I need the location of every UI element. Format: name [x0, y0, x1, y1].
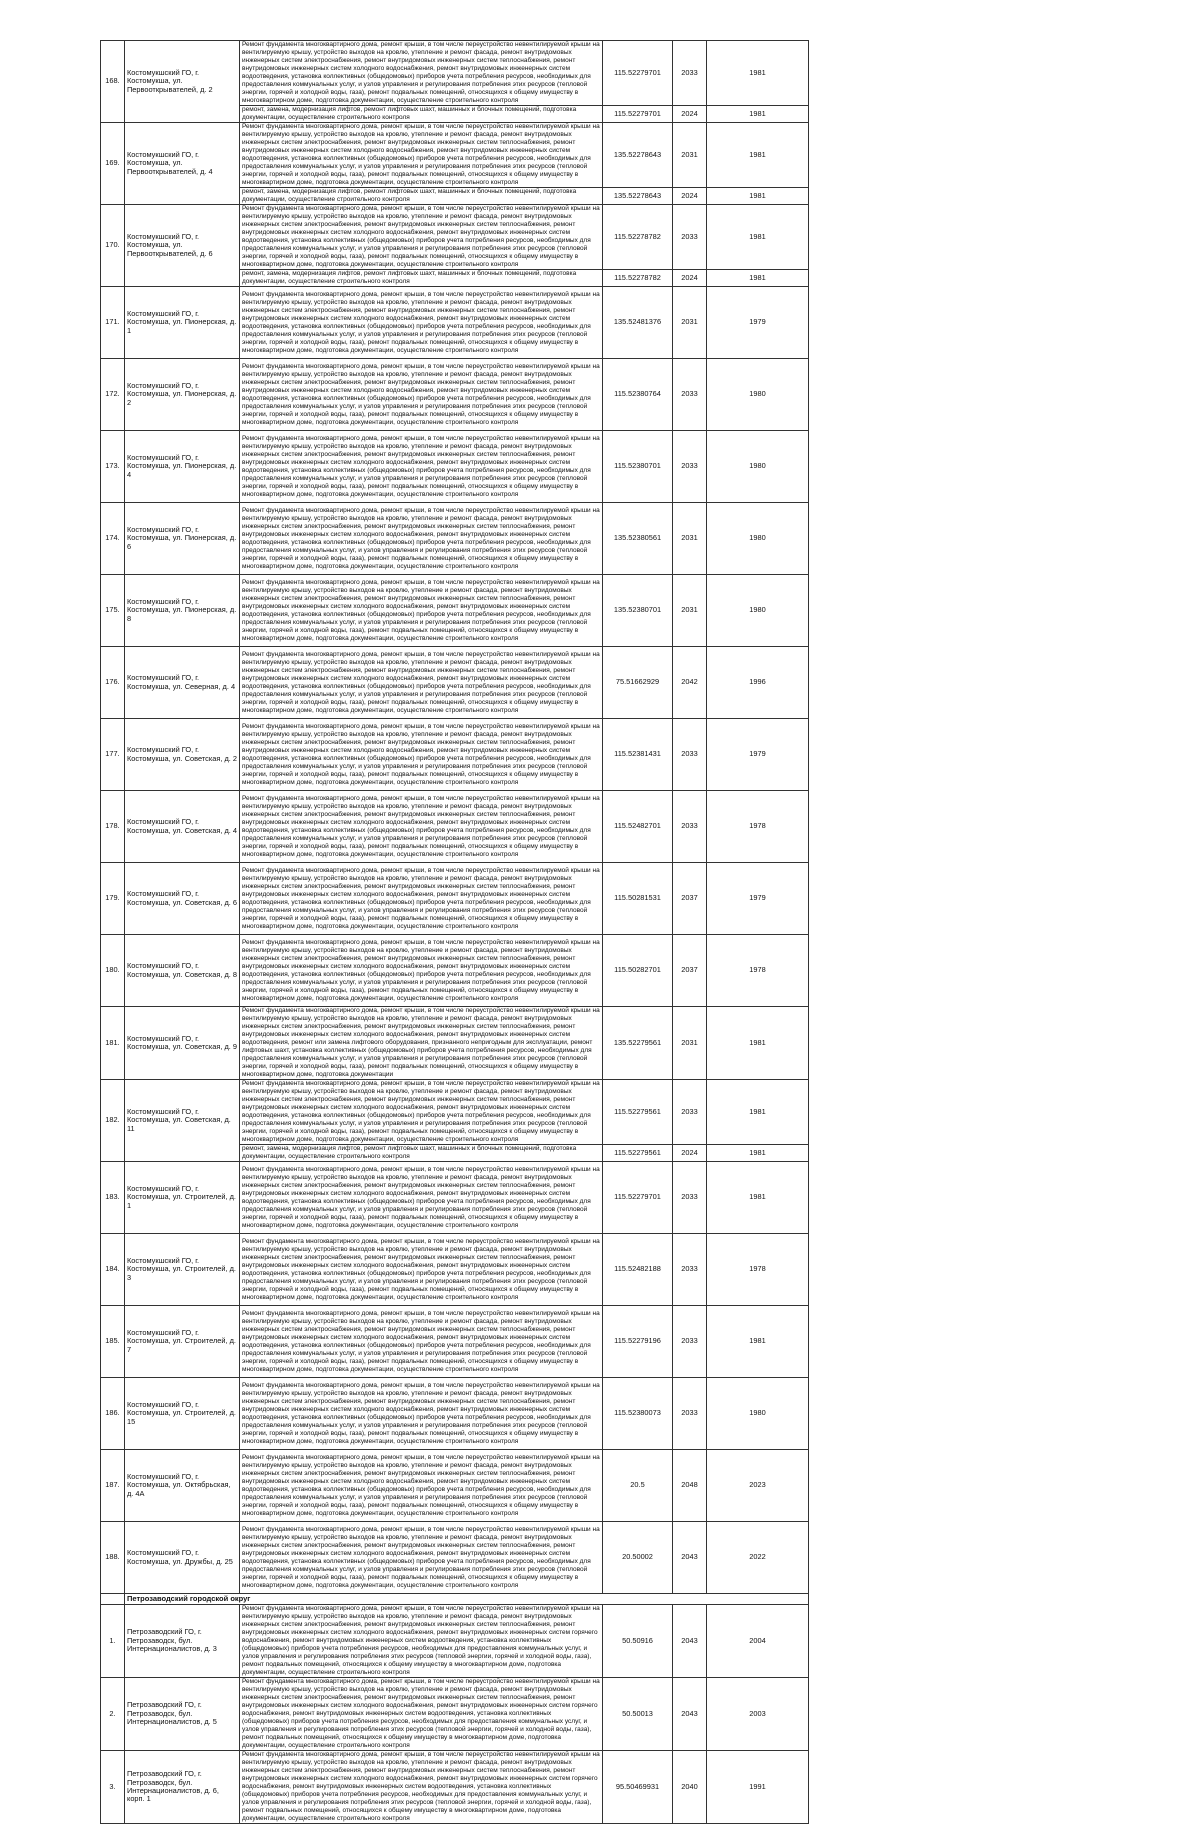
row-number: 173.: [101, 431, 125, 503]
row-number: 188.: [101, 1522, 125, 1594]
cost-cell: 135.52380561: [603, 503, 673, 575]
cost-cell: 135.52481376: [603, 287, 673, 359]
row-number: 179.: [101, 863, 125, 935]
work-description-text: Ремонт фундамента многоквартирного дома, ремонт крыши, в том числе переустройство невентилируемой крыши на вентилируемую крышу, устройство выходов на кровлю, утепление и ремонт фасада, ремонт внутридомовых инженерных систем электроснабжения, ремонт внутридомовых инженерных систем теплоснабжения, ремонт внутридомовых инженерных систем холодного водоснабжения, ремонт внутридомовых инженерных систем водоотведения, установка коллективных (общедомовых) приборов учета потребления ресурсов, необходимых для предоставления коммунальных услуг, и узлов управления и регулирования потребления этих ресурсов (тепловой энергии, горячей и холодной воды, газа), ремонт подвальных помещений, относящихся к общему имуществу в многоквартирном доме, подготовка документации, осуществление строительного контроля: [242, 794, 600, 858]
built-year-cell: 1981: [707, 1162, 809, 1234]
work-description: [240, 1306, 603, 1378]
table-row: [101, 1162, 809, 1234]
work-description: [240, 1678, 603, 1751]
table-row: [101, 123, 809, 188]
cost-cell: 115.52380701: [603, 431, 673, 503]
work-description-text: Ремонт фундамента многоквартирного дома, ремонт крыши, в том числе переустройство невентилируемой крыши на вентилируемую крышу, устройство выходов на кровлю, утепление и ремонт фасада, ремонт внутридомовых инженерных систем электроснабжения, ремонт внутридомовых инженерных систем теплоснабжения, ремонт внутридомовых инженерных систем холодного водоснабжения, ремонт внутридомовых инженерных систем водоотведения, ремонт или замена лифтового оборудования, признанного непригодным для эксплуатации, ремонт лифтовых шахт, установка коллективных (общедомовых) приборов учета потребления ресурсов, необходимых для предоставления коммунальных услуг, и узлов управления и регулирования потребления этих ресурсов (тепловой энергии, горячей и холодной воды, газа), ремонт подвальных помещений, относящихся к общему имуществу в многоквартирном доме, подготовка документации: [242, 1007, 600, 1078]
year-cell: 2033: [673, 205, 707, 270]
section-row: [101, 1594, 809, 1605]
cost-cell: 115.52279701: [603, 1162, 673, 1234]
year-cell: 2024: [673, 270, 707, 287]
table-row: [101, 1450, 809, 1522]
table-row: [101, 863, 809, 935]
work-description-text: ремонт, замена, модернизация лифтов, ремонт лифтовых шахт, машинных и блочных помещений, подготовка документации, осуществление строительного контроля: [242, 106, 577, 121]
work-description: [240, 863, 603, 935]
cost-cell: 20.50002: [603, 1522, 673, 1594]
work-description: [240, 1080, 603, 1145]
year-cell: 2031: [673, 123, 707, 188]
cost-cell: 135.52278643: [603, 188, 673, 205]
table-row: [101, 1605, 809, 1678]
cost-cell: 95.50469931: [603, 1751, 673, 1824]
address-cell: Костомукшский ГО, г. Костомукша, ул. Дружбы, д. 25: [125, 1522, 240, 1594]
work-description: [240, 1234, 603, 1306]
work-description-text: Ремонт фундамента многоквартирного дома, ремонт крыши, в том числе переустройство невентилируемой крыши на вентилируемую крышу, устройство выходов на кровлю, утепление и ремонт фасада, ремонт внутридомовых инженерных систем электроснабжения, ремонт внутридомовых инженерных систем теплоснабжения, ремонт внутридомовых инженерных систем холодного водоснабжения, ремонт внутридомовых инженерных систем водоотведения, установка коллективных (общедомовых) приборов учета потребления ресурсов, необходимых для предоставления коммунальных услуг, и узлов управления и регулирования потребления этих ресурсов (тепловой энергии, горячей и холодной воды, газа), ремонт подвальных помещений, относящихся к общему имуществу в многоквартирном доме, подготовка документации, осуществление строительного контроля: [242, 290, 600, 354]
year-cell: 2031: [673, 287, 707, 359]
work-description-text: Ремонт фундамента многоквартирного дома, ремонт крыши, в том числе переустройство невентилируемой крыши на вентилируемую крышу, устройство выходов на кровлю, утепление и ремонт фасада, ремонт внутридомовых инженерных систем электроснабжения, ремонт внутридомовых инженерных систем теплоснабжения, ремонт внутридомовых инженерных систем холодного водоснабжения, ремонт внутридомовых инженерных систем водоотведения, установка коллективных (общедомовых) приборов учета потребления ресурсов, необходимых для предоставления коммунальных услуг, и узлов управления и регулирования потребления этих ресурсов (тепловой энергии, горячей и холодной воды, газа), ремонт подвальных помещений, относящихся к общему имуществу в многоквартирном доме, подготовка документации, осуществление строительного контроля: [242, 938, 600, 1002]
work-description-text: Ремонт фундамента многоквартирного дома, ремонт крыши, в том числе переустройство невентилируемой крыши на вентилируемую крышу, устройство выходов на кровлю, утепление и ремонт фасада, ремонт внутридомовых инженерных систем электроснабжения, ремонт внутридомовых инженерных систем теплоснабжения, ремонт внутридомовых инженерных систем холодного водоснабжения, ремонт внутридомовых инженерных систем водоотведения, установка коллективных (общедомовых) приборов учета потребления ресурсов, необходимых для предоставления коммунальных услуг, и узлов управления и регулирования потребления этих ресурсов (тепловой энергии, горячей и холодной воды, газа), ремонт подвальных помещений, относящихся к общему имуществу в многоквартирном доме, подготовка документации, осуществление строительного контроля: [242, 1525, 600, 1589]
work-description-text: Ремонт фундамента многоквартирного дома, ремонт крыши, в том числе переустройство невентилируемой крыши на вентилируемую крышу, устройство выходов на кровлю, утепление и ремонт фасада, ремонт внутридомовых инженерных систем электроснабжения, ремонт внутридомовых инженерных систем теплоснабжения, ремонт внутридомовых инженерных систем холодного водоснабжения, ремонт внутридомовых инженерных систем водоотведения, установка коллективных (общедомовых) приборов учета потребления ресурсов, необходимых для предоставления коммунальных услуг, и узлов управления и регулирования потребления этих ресурсов (тепловой энергии, горячей и холодной воды, газа), ремонт подвальных помещений, относящихся к общему имуществу в многоквартирном доме, подготовка документации, осуществление строительного контроля: [242, 650, 600, 714]
address-cell: Петрозаводский ГО, г. Петрозаводск, бул. Интернационалистов, д. 5: [125, 1678, 240, 1751]
address-cell: Костомукшский ГО, г. Костомукша, ул. Пионерская, д. 8: [125, 575, 240, 647]
built-year-cell: 1991: [707, 1751, 809, 1824]
work-description-text: Ремонт фундамента многоквартирного дома, ремонт крыши, в том числе переустройство невентилируемой крыши на вентилируемую крышу, устройство выходов на кровлю, утепление и ремонт фасада, ремонт внутридомовых инженерных систем электроснабжения, ремонт внутридомовых инженерных систем теплоснабжения, ремонт внутридомовых инженерных систем холодного водоснабжения, ремонт внутридомовых инженерных систем водоотведения, установка коллективных (общедомовых) приборов учета потребления ресурсов, необходимых для предоставления коммунальных услуг, и узлов управления и регулирования потребления этих ресурсов (тепловой энергии, горячей и холодной воды, газа), ремонт подвальных помещений, относящихся к общему имуществу в многоквартирном доме, подготовка документации, осуществление строительного контроля: [242, 722, 600, 786]
built-year-cell: 1981: [707, 123, 809, 188]
table-row: [101, 1007, 809, 1080]
address-cell: Костомукшский ГО, г. Костомукша, ул. Пионерская, д. 2: [125, 359, 240, 431]
year-cell: 2033: [673, 1378, 707, 1450]
work-description-text: Ремонт фундамента многоквартирного дома, ремонт крыши, в том числе переустройство невентилируемой крыши на вентилируемую крышу, устройство выходов на кровлю, утепление и ремонт фасада, ремонт внутридомовых инженерных систем электроснабжения, ремонт внутридомовых инженерных систем теплоснабжения, ремонт внутридомовых инженерных систем холодного водоснабжения, ремонт внутридомовых инженерных систем водоотведения, установка коллективных (общедомовых) приборов учета потребления ресурсов, необходимых для предоставления коммунальных услуг, и узлов управления и регулирования потребления этих ресурсов (тепловой энергии, горячей и холодной воды, газа), ремонт подвальных помещений, относящихся к общему имуществу в многоквартирном доме, подготовка документации, осуществление строительного контроля: [242, 1237, 600, 1301]
work-description: [240, 1450, 603, 1522]
address-cell: Костомукшский ГО, г. Костомукша, ул. Первооткрывателей, д. 6: [125, 205, 240, 287]
work-description-text: Ремонт фундамента многоквартирного дома, ремонт крыши, в том числе переустройство невентилируемой крыши на вентилируемую крышу, устройство выходов на кровлю, утепление и ремонт фасада, ремонт внутридомовых инженерных систем электроснабжения, ремонт внутридомовых инженерных систем теплоснабжения, ремонт внутридомовых инженерных систем холодного водоснабжения, ремонт внутридомовых инженерных систем водоотведения, установка коллективных (общедомовых) приборов учета потребления ресурсов, необходимых для предоставления коммунальных услуг, и узлов управления и регулирования потребления этих ресурсов (тепловой энергии, горячей и холодной воды, газа), ремонт подвальных помещений, относящихся к общему имуществу в многоквартирном доме, подготовка документации, осуществление строительного контроля: [242, 434, 600, 498]
address-cell: Костомукшский ГО, г. Костомукша, ул. Строителей, д. 15: [125, 1378, 240, 1450]
address-cell: Костомукшский ГО, г. Костомукша, ул. Советская, д. 6: [125, 863, 240, 935]
work-description: [240, 431, 603, 503]
cost-cell: 115.52279701: [603, 106, 673, 123]
work-description-text: Ремонт фундамента многоквартирного дома, ремонт крыши, в том числе переустройство невентилируемой крыши на вентилируемую крышу, устройство выходов на кровлю, утепление и ремонт фасада, ремонт внутридомовых инженерных систем электроснабжения, ремонт внутридомовых инженерных систем теплоснабжения, ремонт внутридомовых инженерных систем холодного водоснабжения, ремонт внутридомовых инженерных систем водоотведения, установка коллективных (общедомовых) приборов учета потребления ресурсов, необходимых для предоставления коммунальных услуг, и узлов управления и регулирования потребления этих ресурсов (тепловой энергии, горячей и холодной воды, газа), ремонт подвальных помещений, относящихся к общему имуществу в многоквартирном доме, подготовка документации, осуществление строительного контроля: [242, 123, 600, 186]
built-year-cell: 1981: [707, 1306, 809, 1378]
work-description: [240, 503, 603, 575]
work-description: [240, 106, 603, 123]
table-row: [101, 1678, 809, 1751]
work-description-text: Ремонт фундамента многоквартирного дома, ремонт крыши, в том числе переустройство невентилируемой крыши на вентилируемую крышу, устройство выходов на кровлю, утепление и ремонт фасада, ремонт внутридомовых инженерных систем электроснабжения, ремонт внутридомовых инженерных систем теплоснабжения, ремонт внутридомовых инженерных систем холодного водоснабжения, ремонт внутридомовых инженерных систем водоотведения, установка коллективных (общедомовых) приборов учета потребления ресурсов, необходимых для предоставления коммунальных услуг, и узлов управления и регулирования потребления этих ресурсов (тепловой энергии, горячей и холодной воды, газа), ремонт подвальных помещений, относящихся к общему имуществу в многоквартирном доме, подготовка документации, осуществление строительного контроля: [242, 1080, 600, 1143]
row-number: 169.: [101, 123, 125, 205]
year-cell: 2033: [673, 1162, 707, 1234]
work-description: [240, 1378, 603, 1450]
table-row: [101, 791, 809, 863]
built-year-cell: 2022: [707, 1522, 809, 1594]
row-number: 2.: [101, 1678, 125, 1751]
address-cell: Костомукшский ГО, г. Костомукша, ул. Советская, д. 11: [125, 1080, 240, 1162]
address-cell: Костомукшский ГО, г. Костомукша, ул. Строителей, д. 7: [125, 1306, 240, 1378]
year-cell: 2037: [673, 863, 707, 935]
year-cell: 2033: [673, 1306, 707, 1378]
work-description-text: Ремонт фундамента многоквартирного дома, ремонт крыши, в том числе переустройство невентилируемой крыши на вентилируемую крышу, устройство выходов на кровлю, утепление и ремонт фасада, ремонт внутридомовых инженерных систем электроснабжения, ремонт внутридомовых инженерных систем теплоснабжения, ремонт внутридомовых инженерных систем холодного водоснабжения, ремонт внутридомовых инженерных систем водоотведения, установка коллективных (общедомовых) приборов учета потребления ресурсов, необходимых для предоставления коммунальных услуг, и узлов управления и регулирования потребления этих ресурсов (тепловой энергии, горячей и холодной воды, газа), ремонт подвальных помещений, относящихся к общему имуществу в многоквартирном доме, подготовка документации, осуществление строительного контроля: [242, 578, 600, 642]
row-number: 175.: [101, 575, 125, 647]
work-description-text: Ремонт фундамента многоквартирного дома, ремонт крыши, в том числе переустройство невентилируемой крыши на вентилируемую крышу, устройство выходов на кровлю, утепление и ремонт фасада, ремонт внутридомовых инженерных систем электроснабжения, ремонт внутридомовых инженерных систем теплоснабжения, ремонт внутридомовых инженерных систем холодного водоснабжения, ремонт внутридомовых инженерных систем водоотведения, установка коллективных (общедомовых) приборов учета потребления ресурсов, необходимых для предоставления коммунальных услуг, и узлов управления и регулирования потребления этих ресурсов (тепловой энергии, горячей и холодной воды, газа), ремонт подвальных помещений, относящихся к общему имуществу в многоквартирном доме, подготовка документации, осуществление строительного контроля: [242, 1453, 600, 1517]
year-cell: 2024: [673, 1145, 707, 1162]
cost-cell: 115.52279196: [603, 1306, 673, 1378]
table-row: [101, 1378, 809, 1450]
year-cell: 2033: [673, 1080, 707, 1145]
work-description: [240, 188, 603, 205]
built-year-cell: 1979: [707, 719, 809, 791]
built-year-cell: 1978: [707, 791, 809, 863]
address-cell: Петрозаводский ГО, г. Петрозаводск, бул. Интернационалистов, д. 3: [125, 1605, 240, 1678]
built-year-cell: 1978: [707, 935, 809, 1007]
address-cell: Петрозаводский ГО, г. Петрозаводск, бул. Интернационалистов, д. 6, корп. 1: [125, 1751, 240, 1824]
row-number: 183.: [101, 1162, 125, 1234]
table-row: [101, 1522, 809, 1594]
cost-cell: 115.52381431: [603, 719, 673, 791]
built-year-cell: 1981: [707, 188, 809, 205]
address-cell: Костомукшский ГО, г. Костомукша, ул. Советская, д. 8: [125, 935, 240, 1007]
cost-cell: 135.52380701: [603, 575, 673, 647]
table-row: [101, 719, 809, 791]
built-year-cell: 2023: [707, 1450, 809, 1522]
address-cell: Костомукшский ГО, г. Костомукша, ул. Первооткрывателей, д. 2: [125, 41, 240, 123]
cost-cell: 20.5: [603, 1450, 673, 1522]
built-year-cell: 1981: [707, 41, 809, 106]
address-cell: Костомукшский ГО, г. Костомукша, ул. Пионерская, д. 1: [125, 287, 240, 359]
cost-cell: 115.52279561: [603, 1080, 673, 1145]
year-cell: 2024: [673, 106, 707, 123]
work-description-text: Ремонт фундамента многоквартирного дома, ремонт крыши, в том числе переустройство невентилируемой крыши на вентилируемую крышу, устройство выходов на кровлю, утепление и ремонт фасада, ремонт внутридомовых инженерных систем электроснабжения, ремонт внутридомовых инженерных систем теплоснабжения, ремонт внутридомовых инженерных систем холодного водоснабжения, ремонт внутридомовых инженерных систем водоотведения, установка коллективных (общедомовых) приборов учета потребления ресурсов, необходимых для предоставления коммунальных услуг, и узлов управления и регулирования потребления этих ресурсов (тепловой энергии, горячей и холодной воды, газа), ремонт подвальных помещений, относящихся к общему имуществу в многоквартирном доме, подготовка документации, осуществление строительного контроля: [242, 1381, 600, 1445]
row-number: 174.: [101, 503, 125, 575]
year-cell: 2037: [673, 935, 707, 1007]
row-number: 182.: [101, 1080, 125, 1162]
row-number: 1.: [101, 1605, 125, 1678]
built-year-cell: 1981: [707, 1145, 809, 1162]
work-description-text: Ремонт фундамента многоквартирного дома, ремонт крыши, в том числе переустройство невентилируемой крыши на вентилируемую крышу, устройство выходов на кровлю, утепление и ремонт фасада, ремонт внутридомовых инженерных систем электроснабжения, ремонт внутридомовых инженерных систем теплоснабжения, ремонт внутридомовых инженерных систем холодного водоснабжения, ремонт внутридомовых инженерных систем водоотведения, установка коллективных (общедомовых) приборов учета потребления ресурсов, необходимых для предоставления коммунальных услуг, и узлов управления и регулирования потребления этих ресурсов (тепловой энергии, горячей и холодной воды, газа), ремонт подвальных помещений, относящихся к общему имуществу в многоквартирном доме, подготовка документации, осуществление строительного контроля: [242, 866, 600, 930]
built-year-cell: 1979: [707, 863, 809, 935]
table-row: [101, 647, 809, 719]
work-description-text: Ремонт фундамента многоквартирного дома, ремонт крыши, в том числе переустройство невентилируемой крыши на вентилируемую крышу, устройство выходов на кровлю, утепление и ремонт фасада, ремонт внутридомовых инженерных систем электроснабжения, ремонт внутридомовых инженерных систем теплоснабжения, ремонт внутридомовых инженерных систем холодного водоснабжения, ремонт внутридомовых инженерных систем водоотведения, установка коллективных (общедомовых) приборов учета потребления ресурсов, необходимых для предоставления коммунальных услуг, и узлов управления и регулирования потребления этих ресурсов (тепловой энергии, горячей и холодной воды, газа), ремонт подвальных помещений, относящихся к общему имуществу в многоквартирном доме, подготовка документации, осуществление строительного контроля: [242, 41, 600, 104]
year-cell: 2040: [673, 1751, 707, 1824]
work-description-text: ремонт, замена, модернизация лифтов, ремонт лифтовых шахт, машинных и блочных помещений, подготовка документации, осуществление строительного контроля: [242, 1145, 577, 1160]
cost-cell: 135.52279561: [603, 1007, 673, 1080]
work-description: [240, 719, 603, 791]
row-number: 172.: [101, 359, 125, 431]
row-number: 170.: [101, 205, 125, 287]
built-year-cell: 1980: [707, 431, 809, 503]
row-number: 180.: [101, 935, 125, 1007]
built-year-cell: 1978: [707, 1234, 809, 1306]
row-number: 177.: [101, 719, 125, 791]
year-cell: 2031: [673, 503, 707, 575]
work-description-text: Ремонт фундамента многоквартирного дома, ремонт крыши, в том числе переустройство невентилируемой крыши на вентилируемую крышу, устройство выходов на кровлю, утепление и ремонт фасада, ремонт внутридомовых инженерных систем электроснабжения, ремонт внутридомовых инженерных систем теплоснабжения, ремонт внутридомовых инженерных систем холодного водоснабжения, ремонт внутридомовых инженерных систем горячего водоснабжения, ремонт внутридомовых инженерных систем водоотведения, установка коллективных (общедомовых) приборов учета потребления ресурсов, необходимых для предоставления коммунальных услуг, и узлов управления и регулирования потребления этих ресурсов (тепловой энергии, горячей и холодной воды, газа), ремонт подвальных помещений, относящихся к общему имуществу в многоквартирном доме, подготовка документации, осуществление строительного контроля: [242, 1678, 600, 1749]
address-cell: Костомукшский ГО, г. Костомукша, ул. Советская, д. 9: [125, 1007, 240, 1080]
year-cell: 2033: [673, 791, 707, 863]
section-label: Петрозаводский городской округ: [125, 1594, 809, 1605]
work-description-text: Ремонт фундамента многоквартирного дома, ремонт крыши, в том числе переустройство невентилируемой крыши на вентилируемую крышу, устройство выходов на кровлю, утепление и ремонт фасада, ремонт внутридомовых инженерных систем электроснабжения, ремонт внутридомовых инженерных систем теплоснабжения, ремонт внутридомовых инженерных систем холодного водоснабжения, ремонт внутридомовых инженерных систем водоотведения, установка коллективных (общедомовых) приборов учета потребления ресурсов, необходимых для предоставления коммунальных услуг, и узлов управления и регулирования потребления этих ресурсов (тепловой энергии, горячей и холодной воды, газа), ремонт подвальных помещений, относящихся к общему имуществу в многоквартирном доме, подготовка документации, осуществление строительного контроля: [242, 1165, 600, 1229]
address-cell: Костомукшский ГО, г. Костомукша, ул. Советская, д. 2: [125, 719, 240, 791]
year-cell: 2043: [673, 1605, 707, 1678]
work-description: [240, 647, 603, 719]
work-description: [240, 1162, 603, 1234]
work-description: [240, 359, 603, 431]
cost-cell: 135.52278643: [603, 123, 673, 188]
work-description: [240, 287, 603, 359]
row-number: 171.: [101, 287, 125, 359]
year-cell: 2033: [673, 1234, 707, 1306]
address-cell: Костомукшский ГО, г. Костомукша, ул. Советская, д. 4: [125, 791, 240, 863]
address-cell: Костомукшский ГО, г. Костомукша, ул. Пионерская, д. 6: [125, 503, 240, 575]
work-description: [240, 270, 603, 287]
row-number: 186.: [101, 1378, 125, 1450]
address-cell: Костомукшский ГО, г. Костомукша, ул. Октябрьская, д. 4А: [125, 1450, 240, 1522]
built-year-cell: 2003: [707, 1678, 809, 1751]
work-description: [240, 791, 603, 863]
row-number: 168.: [101, 41, 125, 123]
address-cell: Костомукшский ГО, г. Костомукша, ул. Строителей, д. 1: [125, 1162, 240, 1234]
table-row: [101, 41, 809, 106]
table-row: [101, 935, 809, 1007]
work-description: [240, 41, 603, 106]
cost-cell: 75.51662929: [603, 647, 673, 719]
cost-cell: 115.52380764: [603, 359, 673, 431]
work-description-text: Ремонт фундамента многоквартирного дома, ремонт крыши, в том числе переустройство невентилируемой крыши на вентилируемую крышу, устройство выходов на кровлю, утепление и ремонт фасада, ремонт внутридомовых инженерных систем электроснабжения, ремонт внутридомовых инженерных систем теплоснабжения, ремонт внутридомовых инженерных систем холодного водоснабжения, ремонт внутридомовых инженерных систем горячего водоснабжения, ремонт внутридомовых инженерных систем водоотведения, установка коллективных (общедомовых) приборов учета потребления ресурсов, необходимых для предоставления коммунальных услуг, и узлов управления и регулирования потребления этих ресурсов (тепловой энергии, горячей и холодной воды, газа), ремонт подвальных помещений, относящихся к общему имуществу в многоквартирном доме, подготовка документации, осуществление строительного контроля: [242, 1605, 600, 1676]
year-cell: 2048: [673, 1450, 707, 1522]
built-year-cell: 1979: [707, 287, 809, 359]
work-description-text: Ремонт фундамента многоквартирного дома, ремонт крыши, в том числе переустройство невентилируемой крыши на вентилируемую крышу, устройство выходов на кровлю, утепление и ремонт фасада, ремонт внутридомовых инженерных систем электроснабжения, ремонт внутридомовых инженерных систем теплоснабжения, ремонт внутридомовых инженерных систем холодного водоснабжения, ремонт внутридомовых инженерных систем водоотведения, установка коллективных (общедомовых) приборов учета потребления ресурсов, необходимых для предоставления коммунальных услуг, и узлов управления и регулирования потребления этих ресурсов (тепловой энергии, горячей и холодной воды, газа), ремонт подвальных помещений, относящихся к общему имуществу в многоквартирном доме, подготовка документации, осуществление строительного контроля: [242, 506, 600, 570]
table-row: [101, 1080, 809, 1145]
work-description-text: Ремонт фундамента многоквартирного дома, ремонт крыши, в том числе переустройство невентилируемой крыши на вентилируемую крышу, устройство выходов на кровлю, утепление и ремонт фасада, ремонт внутридомовых инженерных систем электроснабжения, ремонт внутридомовых инженерных систем теплоснабжения, ремонт внутридомовых инженерных систем холодного водоснабжения, ремонт внутридомовых инженерных систем водоотведения, установка коллективных (общедомовых) приборов учета потребления ресурсов, необходимых для предоставления коммунальных услуг, и узлов управления и регулирования потребления этих ресурсов (тепловой энергии, горячей и холодной воды, газа), ремонт подвальных помещений, относящихся к общему имуществу в многоквартирном доме, подготовка документации, осуществление строительного контроля: [242, 205, 600, 268]
cost-cell: 50.50013: [603, 1678, 673, 1751]
built-year-cell: 2004: [707, 1605, 809, 1678]
work-description: [240, 123, 603, 188]
cost-cell: 115.52279561: [603, 1145, 673, 1162]
work-description-text: Ремонт фундамента многоквартирного дома, ремонт крыши, в том числе переустройство невентилируемой крыши на вентилируемую крышу, устройство выходов на кровлю, утепление и ремонт фасада, ремонт внутридомовых инженерных систем электроснабжения, ремонт внутридомовых инженерных систем теплоснабжения, ремонт внутридомовых инженерных систем холодного водоснабжения, ремонт внутридомовых инженерных систем горячего водоснабжения, ремонт внутридомовых инженерных систем водоотведения, установка коллективных (общедомовых) приборов учета потребления ресурсов, необходимых для предоставления коммунальных услуг, и узлов управления и регулирования потребления этих ресурсов (тепловой энергии, горячей и холодной воды, газа), ремонт подвальных помещений, относящихся к общему имуществу в многоквартирном доме, подготовка документации, осуществление строительного контроля: [242, 1751, 600, 1822]
built-year-cell: 1980: [707, 1378, 809, 1450]
work-description: [240, 1522, 603, 1594]
cost-cell: 115.52380073: [603, 1378, 673, 1450]
table-row: [101, 287, 809, 359]
work-description-text: Ремонт фундамента многоквартирного дома, ремонт крыши, в том числе переустройство невентилируемой крыши на вентилируемую крышу, устройство выходов на кровлю, утепление и ремонт фасада, ремонт внутридомовых инженерных систем электроснабжения, ремонт внутридомовых инженерных систем теплоснабжения, ремонт внутридомовых инженерных систем холодного водоснабжения, ремонт внутридомовых инженерных систем водоотведения, установка коллективных (общедомовых) приборов учета потребления ресурсов, необходимых для предоставления коммунальных услуг, и узлов управления и регулирования потребления этих ресурсов (тепловой энергии, горячей и холодной воды, газа), ремонт подвальных помещений, относящихся к общему имуществу в многоквартирном доме, подготовка документации, осуществление строительного контроля: [242, 1309, 600, 1373]
cost-cell: 115.52482701: [603, 791, 673, 863]
address-cell: Костомукшский ГО, г. Костомукша, ул. Северная, д. 4: [125, 647, 240, 719]
cost-cell: 115.52278782: [603, 205, 673, 270]
built-year-cell: 1981: [707, 1080, 809, 1145]
built-year-cell: 1981: [707, 1007, 809, 1080]
built-year-cell: 1980: [707, 359, 809, 431]
row-number: 185.: [101, 1306, 125, 1378]
work-description-text: ремонт, замена, модернизация лифтов, ремонт лифтовых шахт, машинных и блочных помещений, подготовка документации, осуществление строительного контроля: [242, 270, 577, 285]
row-number: 187.: [101, 1450, 125, 1522]
year-cell: 2033: [673, 41, 707, 106]
cost-cell: 115.52278782: [603, 270, 673, 287]
work-description: [240, 205, 603, 270]
table-row: [101, 503, 809, 575]
year-cell: 2031: [673, 1007, 707, 1080]
year-cell: 2042: [673, 647, 707, 719]
table-row: [101, 431, 809, 503]
cost-cell: 115.52279701: [603, 41, 673, 106]
table-row: [101, 359, 809, 431]
cost-cell: 115.52482188: [603, 1234, 673, 1306]
built-year-cell: 1981: [707, 106, 809, 123]
year-cell: 2024: [673, 188, 707, 205]
cost-cell: 50.50916: [603, 1605, 673, 1678]
cost-cell: 115.50281531: [603, 863, 673, 935]
year-cell: 2043: [673, 1522, 707, 1594]
row-number: 176.: [101, 647, 125, 719]
row-number: 184.: [101, 1234, 125, 1306]
row-number: 3.: [101, 1751, 125, 1824]
table-row: [101, 1306, 809, 1378]
built-year-cell: 1980: [707, 503, 809, 575]
built-year-cell: 1981: [707, 270, 809, 287]
work-description: [240, 1605, 603, 1678]
work-description: [240, 935, 603, 1007]
row-number: 178.: [101, 791, 125, 863]
table-row: [101, 205, 809, 270]
address-cell: Костомукшский ГО, г. Костомукша, ул. Пионерская, д. 4: [125, 431, 240, 503]
capital-repair-table: [100, 40, 809, 1824]
cost-cell: 115.50282701: [603, 935, 673, 1007]
row-number: 181.: [101, 1007, 125, 1080]
built-year-cell: 1996: [707, 647, 809, 719]
section-number-cell: [101, 1594, 125, 1605]
table-row: [101, 575, 809, 647]
table-row: [101, 1234, 809, 1306]
address-cell: Костомукшский ГО, г. Костомукша, ул. Строителей, д. 3: [125, 1234, 240, 1306]
address-cell: Костомукшский ГО, г. Костомукша, ул. Первооткрывателей, д. 4: [125, 123, 240, 205]
work-description: [240, 1145, 603, 1162]
table-row: [101, 1751, 809, 1824]
year-cell: 2033: [673, 719, 707, 791]
work-description: [240, 1751, 603, 1824]
built-year-cell: 1980: [707, 575, 809, 647]
work-description: [240, 1007, 603, 1080]
work-description: [240, 575, 603, 647]
year-cell: 2043: [673, 1678, 707, 1751]
year-cell: 2033: [673, 359, 707, 431]
work-description-text: ремонт, замена, модернизация лифтов, ремонт лифтовых шахт, машинных и блочных помещений, подготовка документации, осуществление строительного контроля: [242, 188, 577, 203]
built-year-cell: 1981: [707, 205, 809, 270]
year-cell: 2033: [673, 431, 707, 503]
year-cell: 2031: [673, 575, 707, 647]
work-description-text: Ремонт фундамента многоквартирного дома, ремонт крыши, в том числе переустройство невентилируемой крыши на вентилируемую крышу, устройство выходов на кровлю, утепление и ремонт фасада, ремонт внутридомовых инженерных систем электроснабжения, ремонт внутридомовых инженерных систем теплоснабжения, ремонт внутридомовых инженерных систем холодного водоснабжения, ремонт внутридомовых инженерных систем водоотведения, установка коллективных (общедомовых) приборов учета потребления ресурсов, необходимых для предоставления коммунальных услуг, и узлов управления и регулирования потребления этих ресурсов (тепловой энергии, горячей и холодной воды, газа), ремонт подвальных помещений, относящихся к общему имуществу в многоквартирном доме, подготовка документации, осуществление строительного контроля: [242, 362, 600, 426]
